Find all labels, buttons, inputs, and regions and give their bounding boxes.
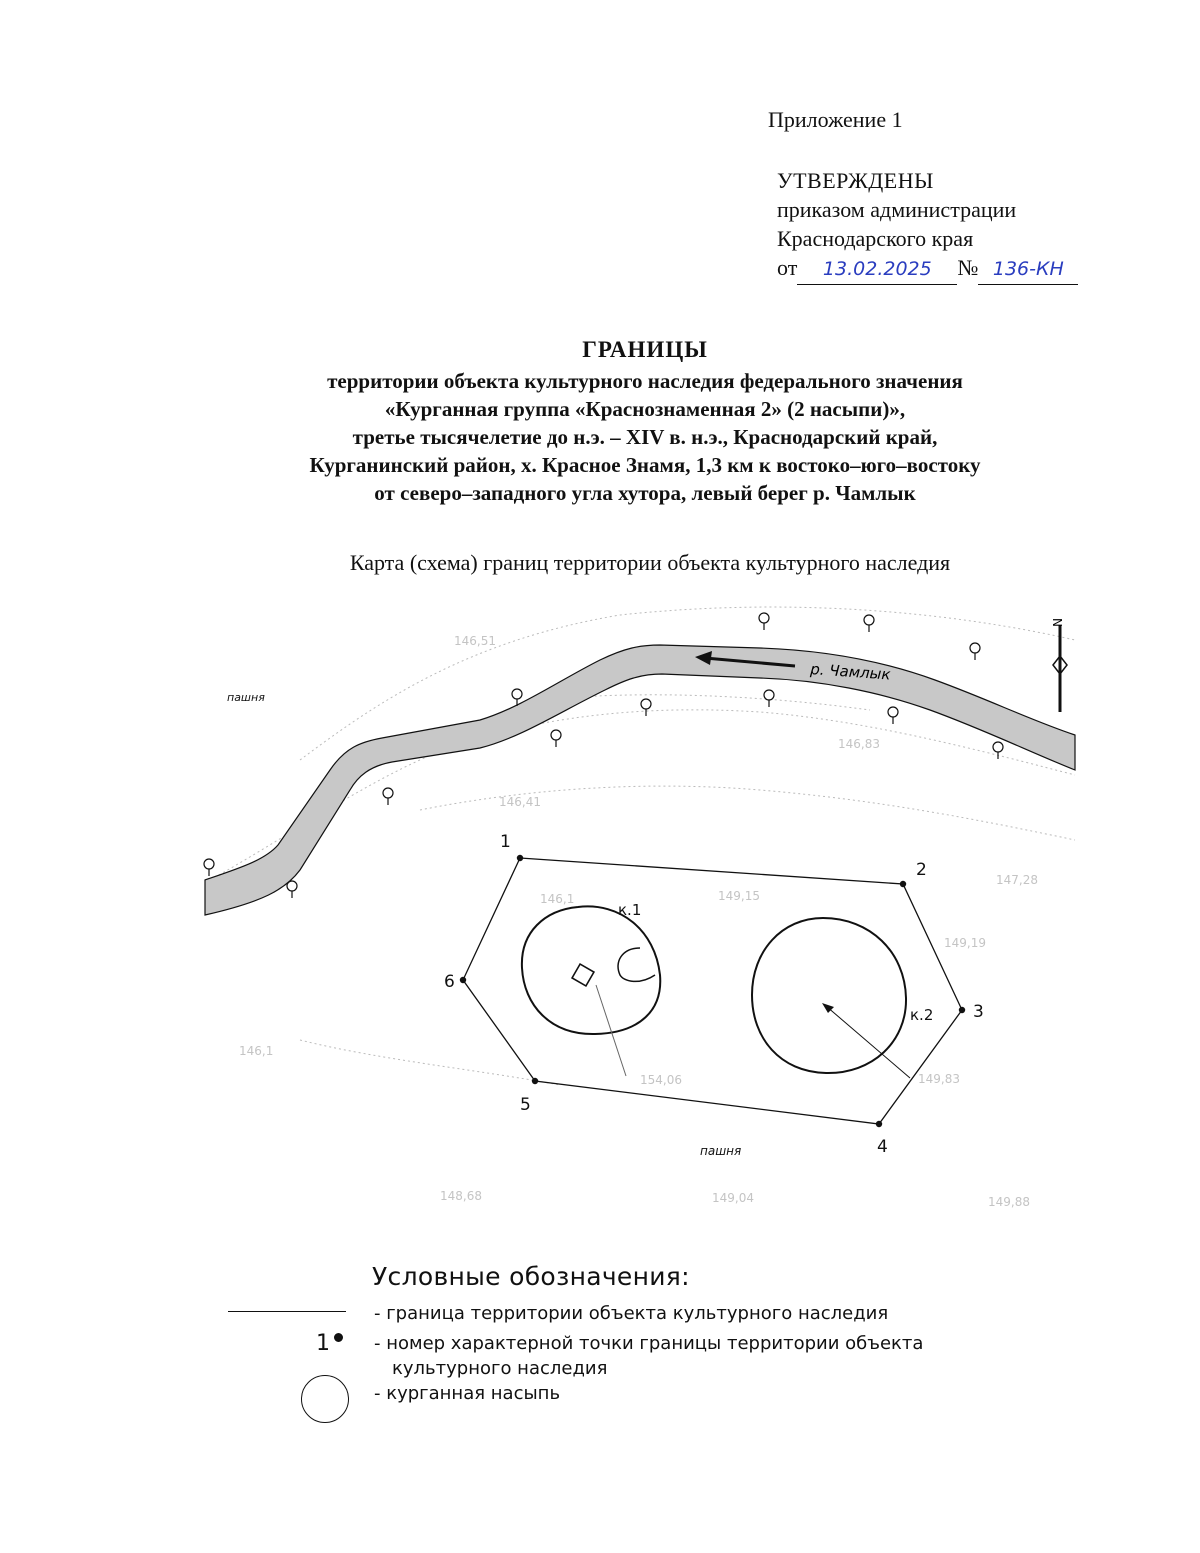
elevation-mark: 146,41 [499,795,541,809]
mound-1-label: к.1 [618,901,642,919]
title-line-3: третье тысячелетие до н.э. – XIV в. н.э., Краснодарский край, [352,425,938,449]
elevation-mark: 146,1 [239,1044,274,1058]
date-handwritten: 13.02.2025 [822,258,932,280]
order-line-2: Краснодарского края [777,226,974,251]
tree-icon [864,615,874,632]
title-line-2: «Курганная группа «Краснознаменная 2» (2 насыпи)», [384,397,906,421]
legend-point-text-1: - номер характерной точки границы территории объекта [374,1333,924,1354]
mound-2-outline [752,918,906,1073]
tree-icon [641,699,651,716]
title-main: ГРАНИЦЫ [582,337,708,362]
boundary-point-3 [959,1007,965,1013]
trees [204,613,1003,898]
elevation-marks [239,634,1038,1209]
elevation-mark: 149,88 [988,1195,1030,1209]
order-line-1: приказом администрации [777,197,1017,222]
legend-mound-symbol [301,1375,349,1423]
river-label: р. Чамлык [809,660,892,684]
title-line-4: Курганинский район, х. Красное Знамя, 1,3 км к востоко–юго–востоку [309,453,981,477]
legend-title: Условные обозначения: [372,1262,690,1291]
number-prefix: № [957,255,979,280]
legend-point-text-2: культурного наследия [392,1358,608,1379]
boundary-point-6 [460,977,466,983]
point-label-5: 5 [520,1095,531,1115]
boundary-points [460,855,965,1127]
legend-point-number: 1 [316,1331,330,1356]
contour-lines [210,607,1075,1085]
elevation-mark: 149,15 [718,889,760,903]
map-caption: Карта (схема) границ территории объекта культурного наследия [349,550,951,575]
legend-point-dot [334,1333,343,1342]
mound-2-leader [826,1006,910,1078]
number-handwritten: 136-КН [992,258,1064,280]
point-label-3: 3 [973,1002,984,1022]
point-label-2: 2 [916,860,927,880]
mound-1-marker [572,964,594,986]
point-label-6: 6 [444,972,455,992]
contour-line [300,1040,560,1085]
boundary-point-4 [876,1121,882,1127]
tree-icon [764,690,774,707]
point-label-4: 4 [877,1137,888,1157]
tree-icon [204,859,214,876]
boundary-map [200,600,1080,1220]
number-field [978,253,1078,285]
north-label: N [1050,618,1064,627]
tree-icon [759,613,769,630]
date-number-line [777,253,1078,285]
elevation-mark: 149,83 [918,1072,960,1086]
boundary-point-2 [900,881,906,887]
boundary-point-1 [517,855,523,861]
tree-icon [888,707,898,724]
date-prefix: от [777,255,798,280]
title-line-5: от северо–западного угла хутора, левый берег р. Чамлык [374,481,916,505]
elevation-mark: 146,51 [454,634,496,648]
document-title [150,337,1140,507]
boundary-polygon [463,858,962,1124]
north-arrow [1050,618,1067,712]
legend-point-symbol [316,1331,343,1356]
river-chamlyk [205,645,1075,915]
approved-heading: УТВЕРЖДЕНЫ [777,168,934,193]
point-label-1: 1 [500,832,511,852]
tree-icon [551,730,561,747]
elevation-mark: 149,04 [712,1191,754,1205]
boundary-point-5 [532,1078,538,1084]
mound-2-label: к.2 [910,1006,934,1024]
legend-boundary-text: - граница территории объекта культурного наследия [374,1303,889,1324]
elevation-mark: 149,19 [944,936,986,950]
tree-icon [993,742,1003,759]
field-label-bottom: пашня [700,1144,742,1158]
tree-icon [970,643,980,660]
approval-block [777,166,1078,285]
elevation-mark: 147,28 [996,873,1038,887]
tree-icon [287,881,297,898]
date-field [797,253,957,285]
elevation-mark: 154,06 [640,1073,682,1087]
elevation-mark: 148,68 [440,1189,482,1203]
mound-1-pit [618,948,655,981]
title-line-1: территории объекта культурного наследия федерального значения [327,369,963,393]
appendix-label: Приложение 1 [768,107,903,132]
legend-boundary-symbol [228,1311,346,1312]
tree-icon [383,788,393,805]
field-label-left: пашня [227,691,265,704]
elevation-mark: 146,83 [838,737,880,751]
elevation-mark: 146,1 [540,892,575,906]
legend-mound-text: - курганная насыпь [374,1383,561,1404]
